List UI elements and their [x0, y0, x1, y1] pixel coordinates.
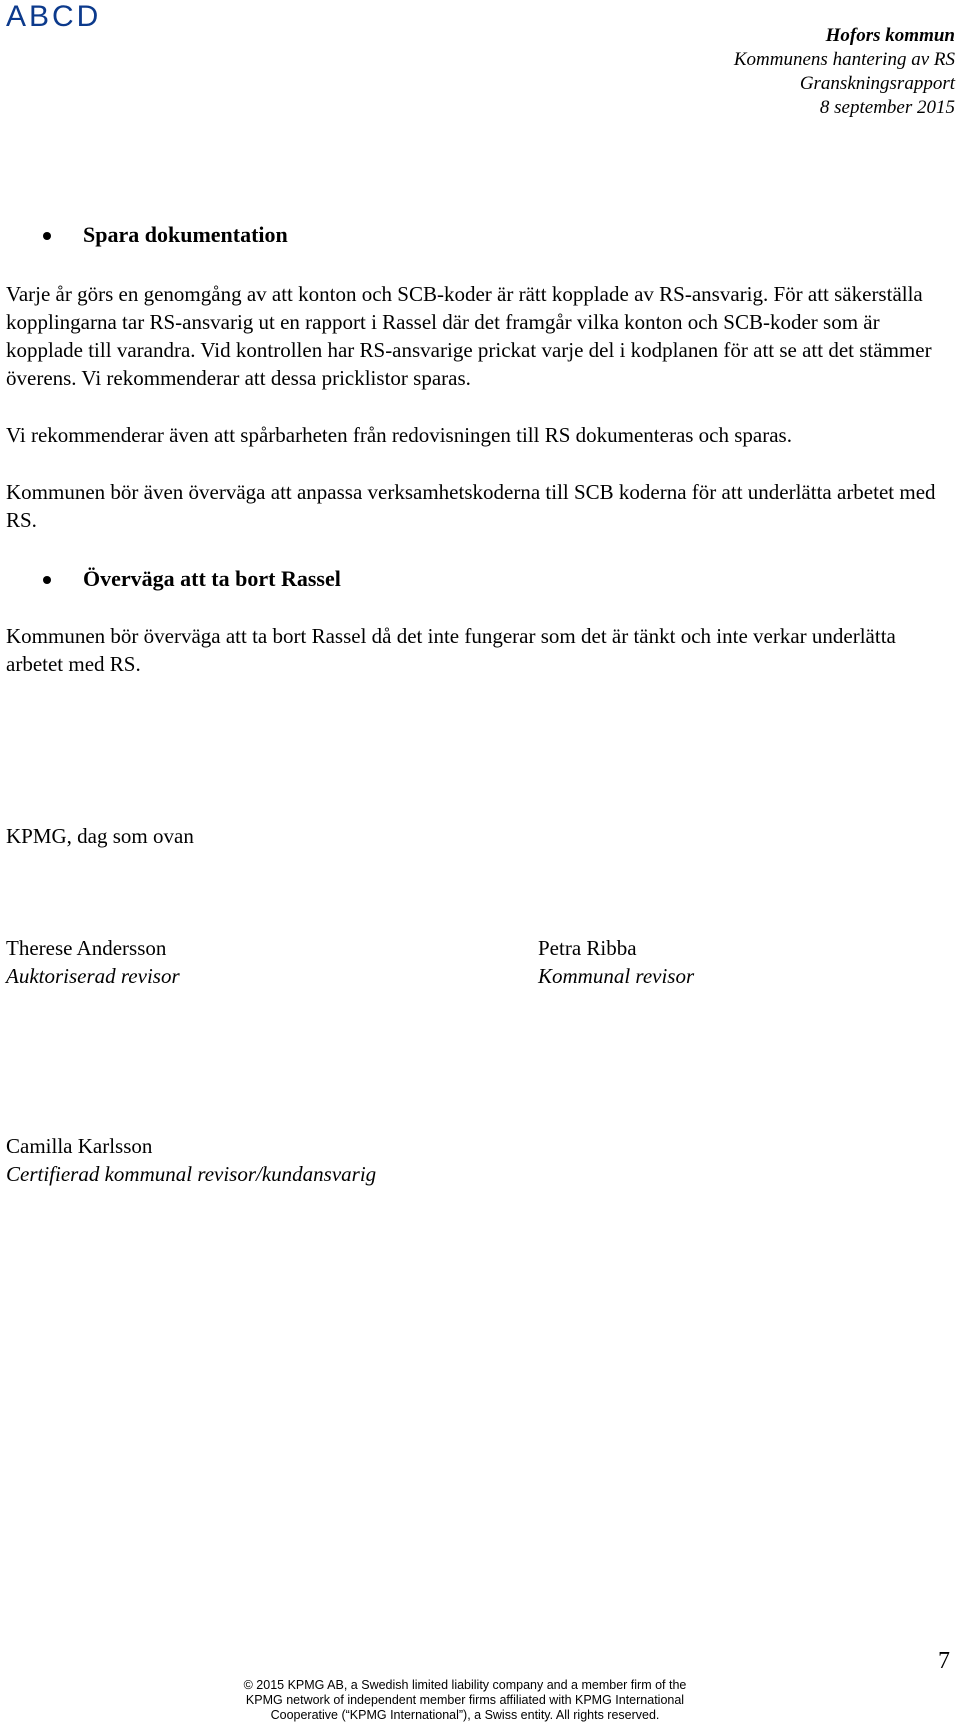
- signatory-role: Certifierad kommunal revisor/kundansvarig: [6, 1162, 377, 1186]
- section-heading-text: Spara dokumentation: [83, 222, 288, 247]
- footer-line: KPMG network of independent member firms affiliated with KPMG International: [245, 1693, 685, 1707]
- closing-line: KPMG, dag som ovan: [6, 824, 194, 848]
- paragraph-spara-3: Kommunen bör även överväga att anpassa verksamhetskoderna till SCB koderna för att underlätta arbetet med RS.: [6, 480, 936, 532]
- page-number: 7: [938, 1648, 950, 1674]
- signatory-name: Camilla Karlsson: [6, 1134, 153, 1158]
- signatory-block: [538, 934, 694, 990]
- document-header: [495, 24, 955, 120]
- header-subject: Kommunens hantering av RS: [733, 49, 955, 70]
- header-date: 8 september 2015: [819, 97, 955, 118]
- signatory-name: Therese Andersson: [6, 936, 167, 960]
- signatory-role: Kommunal revisor: [538, 964, 695, 988]
- copyright-footer: [200, 1678, 730, 1723]
- signatory-role: Auktoriserad revisor: [6, 964, 180, 988]
- header-organization: Hofors kommun: [825, 25, 955, 46]
- signatory-block: [6, 934, 180, 990]
- signatory-name: Petra Ribba: [538, 936, 637, 960]
- paragraph-spara-2: Vi rekommenderar även att spårbarheten från redovisningen till RS dokumenteras och sparas.: [6, 423, 792, 447]
- section-heading-text: Överväga att ta bort Rassel: [83, 566, 341, 591]
- footer-line: © 2015 KPMG AB, a Swedish limited liability company and a member firm of the: [243, 1678, 687, 1692]
- bullet-icon: [43, 232, 51, 240]
- paragraph-rassel-1: Kommunen bör överväga att ta bort Rassel då det inte fungerar som det är tänkt och inte verkar underlätta arbetet med RS.: [6, 624, 896, 676]
- header-report-type: Granskningsrapport: [799, 73, 955, 94]
- bullet-icon: [43, 576, 51, 584]
- kpmg-logo: ABCD: [6, 0, 102, 33]
- footer-line: Cooperative (“KPMG International”), a Swiss entity. All rights reserved.: [270, 1708, 660, 1722]
- paragraph-spara-1: Varje år görs en genomgång av att konton och SCB-koder är rätt kopplade av RS-ansvarig. För att säkerställa kopplingarna tar RS-ansvarig ut en rapport i Rassel där det framgår vilka konton och SCB-koder som är kopplade till varandra. Vid kontrollen har RS-ansvarige prickat varje del i kodplanen för att se att det stämmer överens. Vi rekommenderar att dessa pricklistor sparas.: [6, 282, 932, 390]
- signatory-block: [6, 1132, 376, 1188]
